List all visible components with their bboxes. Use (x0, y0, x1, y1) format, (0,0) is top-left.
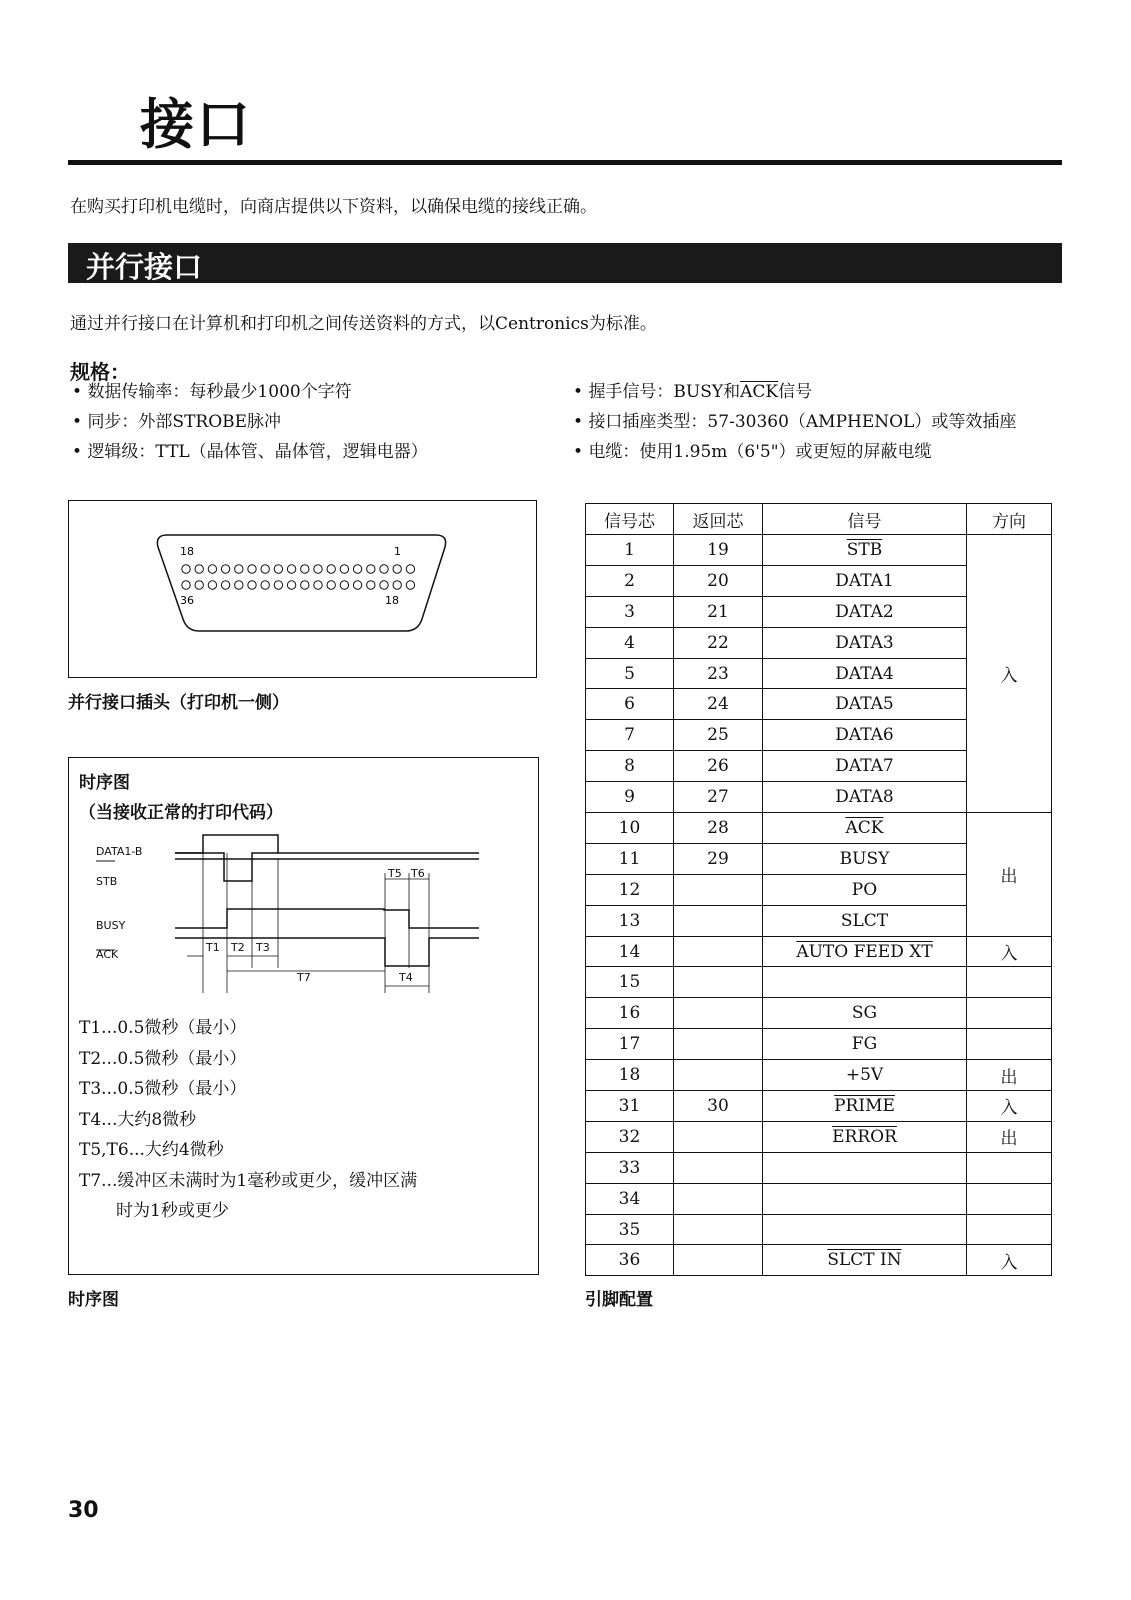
cell-return: 23 (674, 658, 763, 689)
spec-item-handshake (573, 377, 1016, 407)
connector-pin (287, 581, 295, 589)
pin-table-caption: 引脚配置 (585, 1290, 653, 1310)
cell-pin: 17 (586, 1029, 674, 1060)
cell-pin: 9 (586, 782, 674, 813)
cell-return: 27 (674, 782, 763, 813)
cell-signal: DATA1 (763, 565, 967, 596)
cell-return (674, 1060, 763, 1091)
pin-label-19: 18 (385, 594, 399, 607)
spec-item-connector: • 接口插座类型：57-30360（AMPHENOL）或等效插座 (573, 407, 1016, 437)
cell-pin: 35 (586, 1214, 674, 1245)
cell-pin: 10 (586, 813, 674, 844)
connector-pin (261, 581, 269, 589)
cell-return (674, 1214, 763, 1245)
pin-row-bottom (182, 581, 415, 589)
connector-pin (353, 581, 361, 589)
timing-notes (79, 1013, 529, 1227)
cell-signal: +5V (763, 1060, 967, 1091)
cell-return: 28 (674, 813, 763, 844)
signal-label-ack: ACK (96, 948, 119, 961)
connector-pin (235, 581, 243, 589)
cell-pin: 3 (586, 596, 674, 627)
cell-pin: 7 (586, 720, 674, 751)
connector-pin (380, 565, 388, 573)
cell-return: 21 (674, 596, 763, 627)
connector-diagram (69, 501, 535, 676)
cell-return: 22 (674, 627, 763, 658)
cell-direction: 出 (967, 1060, 1052, 1091)
waveform-stb (175, 853, 278, 881)
connector-pin (248, 581, 256, 589)
pin-table-body (586, 535, 1052, 1276)
connector-pin (393, 565, 401, 573)
connector-pin (380, 581, 388, 589)
cell-signal: SLCT IN (763, 1245, 967, 1276)
timing-note: T4...大约8微秒 (79, 1109, 197, 1130)
cell-return: 29 (674, 843, 763, 874)
connector-diagram-box (68, 500, 537, 678)
cell-signal: PRIME (763, 1091, 967, 1122)
connector-caption: 并行接口插头（打印机一侧） (68, 693, 289, 713)
section-title: 并行接口 (86, 250, 203, 284)
cell-signal: SG (763, 998, 967, 1029)
connector-pin (314, 581, 322, 589)
connector-pin (353, 565, 361, 573)
cell-return (674, 1029, 763, 1060)
cell-direction (967, 1152, 1052, 1183)
pin-table (585, 503, 1052, 1276)
signal-label-stb: STB (96, 875, 118, 888)
cell-signal: DATA5 (763, 689, 967, 720)
spec-item: • 同步：外部STROBE脉冲 (72, 407, 428, 437)
cell-return (674, 1245, 763, 1276)
connector-pin (221, 565, 229, 573)
cell-pin: 31 (586, 1091, 674, 1122)
cell-pin: 33 (586, 1152, 674, 1183)
cell-pin: 2 (586, 565, 674, 596)
cell-pin: 15 (586, 967, 674, 998)
cell-pin: 12 (586, 874, 674, 905)
handshake-ack: $\overline{ACK}$ (740, 382, 779, 402)
cell-signal (763, 1183, 967, 1214)
cell-pin: 14 (586, 936, 674, 967)
spec-list-right (573, 377, 1016, 467)
cell-return (674, 1121, 763, 1152)
cell-signal: $\overline{STB}$ (763, 535, 967, 566)
spec-item: • 数据传输率：每秒最少1000个字符 (72, 377, 428, 407)
cell-direction (967, 1214, 1052, 1245)
cell-direction: 出 (967, 1121, 1052, 1152)
cell-return: 26 (674, 751, 763, 782)
cell-direction (967, 998, 1052, 1029)
mark-t2: T2 (231, 941, 245, 954)
connector-pin (327, 581, 335, 589)
cell-direction-group: 出 (967, 813, 1052, 937)
cell-pin: 16 (586, 998, 674, 1029)
mark-t3: T3 (256, 941, 270, 954)
cell-direction (967, 967, 1052, 998)
cell-direction (967, 1029, 1052, 1060)
connector-pin (340, 565, 348, 573)
pin-label-1: 1 (394, 545, 401, 558)
waveform-ack (175, 938, 479, 966)
cell-direction: 入 (967, 1245, 1052, 1276)
connector-pin (393, 581, 401, 589)
connector-pin (406, 581, 414, 589)
pin-row-top (182, 565, 415, 573)
cell-signal: ERROR (763, 1121, 967, 1152)
connector-pin (182, 565, 190, 573)
connector-pin (340, 581, 348, 589)
cell-pin: 8 (586, 751, 674, 782)
cell-return (674, 905, 763, 936)
spec-item: • 逻辑级：TTL（晶体管、晶体管，逻辑电器） (72, 437, 428, 467)
connector-pin (195, 565, 203, 573)
waveform-data (175, 835, 479, 853)
timing-chart (69, 833, 537, 1033)
table-row (586, 1245, 1052, 1276)
cell-signal: AUTO FEED XT (763, 936, 967, 967)
cell-pin: 13 (586, 905, 674, 936)
cell-pin: 18 (586, 1060, 674, 1091)
spec-list-left (72, 377, 428, 467)
page-number: 30 (68, 1498, 99, 1523)
connector-pin (274, 565, 282, 573)
header-direction: 方向 (967, 504, 1052, 535)
page-title: 接口 (140, 92, 252, 156)
connector-pin (367, 565, 375, 573)
cell-return (674, 967, 763, 998)
connector-pin (274, 581, 282, 589)
table-row (586, 1121, 1052, 1152)
connector-pin (301, 565, 309, 573)
timing-note: T1...0.5微秒（最小） (79, 1018, 247, 1038)
cell-pin: 34 (586, 1183, 674, 1214)
cell-direction: 入 (967, 936, 1052, 967)
header-pin: 信号芯 (586, 504, 674, 535)
table-row (586, 1060, 1052, 1091)
timing-caption: 时序图 (68, 1290, 119, 1310)
header-signal: 信号 (763, 504, 967, 535)
table-row (586, 998, 1052, 1029)
table-row (586, 1152, 1052, 1183)
cell-return: 24 (674, 689, 763, 720)
connector-pin (314, 565, 322, 573)
cell-pin: 4 (586, 627, 674, 658)
cell-return: 20 (674, 565, 763, 596)
cell-pin: 6 (586, 689, 674, 720)
pin-label-36: 36 (180, 594, 194, 607)
table-row (586, 936, 1052, 967)
connector-pin (287, 565, 295, 573)
intro-text: 在购买打印机电缆时，向商店提供以下资料，以确保电缆的接线正确。 (70, 197, 597, 217)
cell-signal: DATA3 (763, 627, 967, 658)
cell-pin: 11 (586, 843, 674, 874)
cell-pin: 32 (586, 1121, 674, 1152)
connector-pin (406, 565, 414, 573)
cell-signal: DATA6 (763, 720, 967, 751)
handshake-prefix: 握手信号：BUSY和 (588, 382, 741, 402)
signal-label-data: DATA1-B (96, 845, 143, 858)
timing-note: T2...0.5微秒（最小） (79, 1048, 247, 1069)
title-rule (68, 160, 1062, 165)
connector-pin (182, 581, 190, 589)
cell-signal: DATA7 (763, 751, 967, 782)
connector-pin (208, 565, 216, 573)
table-row (586, 535, 1052, 566)
section-description: 通过并行接口在计算机和打印机之间传送资料的方式，以Centronics为标准。 (70, 314, 657, 334)
timing-note: 时为1秒或更少 (116, 1201, 229, 1221)
pin-label-18: 18 (180, 545, 194, 558)
cell-signal: SLCT (763, 905, 967, 936)
cell-signal (763, 1152, 967, 1183)
connector-pin (195, 581, 203, 589)
mark-t7: T7 (297, 971, 311, 984)
cell-return (674, 936, 763, 967)
signal-label-busy: BUSY (96, 919, 126, 932)
mark-t6: T6 (411, 867, 425, 880)
connector-pin (221, 581, 229, 589)
cell-signal: DATA4 (763, 658, 967, 689)
connector-pin (235, 565, 243, 573)
connector-pin (208, 581, 216, 589)
cell-return: 30 (674, 1091, 763, 1122)
cell-signal: PO (763, 874, 967, 905)
handshake-suffix: 信号 (778, 382, 813, 402)
timing-box (68, 757, 539, 1275)
connector-pin (248, 565, 256, 573)
timing-heading: 时序图 (79, 773, 130, 793)
timing-note: T7...缓冲区未满时为1毫秒或更少，缓冲区满 (79, 1170, 418, 1191)
cell-signal: $\overline{ACK}$ (763, 813, 967, 844)
timing-note: T5,T6...大约4微秒 (79, 1140, 224, 1160)
connector-pin (367, 581, 375, 589)
connector-pin (301, 581, 309, 589)
cell-signal (763, 1214, 967, 1245)
cell-return (674, 874, 763, 905)
connector-pin (261, 565, 269, 573)
cell-signal: FG (763, 1029, 967, 1060)
cell-signal: BUSY (763, 843, 967, 874)
cell-return: 19 (674, 535, 763, 566)
mark-t1: T1 (206, 941, 220, 954)
cell-return (674, 1152, 763, 1183)
mark-t5: T5 (388, 867, 402, 880)
cell-return: 25 (674, 720, 763, 751)
cell-return (674, 998, 763, 1029)
header-return: 返回芯 (674, 504, 763, 535)
table-row (586, 1029, 1052, 1060)
spec-heading: 规格： (70, 360, 130, 384)
section-bar (68, 243, 1062, 283)
cell-return (674, 1183, 763, 1214)
spec-item-cable: • 电缆：使用1.95m（6'5"）或更短的屏蔽电缆 (573, 437, 1016, 467)
connector-pin (327, 565, 335, 573)
cell-signal (763, 967, 967, 998)
cell-direction (967, 1183, 1052, 1214)
table-row (586, 813, 1052, 844)
pin-table-header (586, 504, 1052, 535)
cell-signal: DATA2 (763, 596, 967, 627)
cell-direction: 入 (967, 1091, 1052, 1122)
timing-subheading: （当接收正常的打印代码） (79, 803, 283, 823)
table-row (586, 967, 1052, 998)
mark-t4: T4 (399, 971, 413, 984)
table-row (586, 1214, 1052, 1245)
cell-pin: 36 (586, 1245, 674, 1276)
waveform-busy (175, 909, 479, 928)
table-row (586, 1183, 1052, 1214)
cell-signal: DATA8 (763, 782, 967, 813)
table-row (586, 1091, 1052, 1122)
cell-pin: 1 (586, 535, 674, 566)
timing-note: T3...0.5微秒（最小） (79, 1079, 247, 1099)
cell-pin: 5 (586, 658, 674, 689)
cell-direction-group: 入 (967, 535, 1052, 813)
